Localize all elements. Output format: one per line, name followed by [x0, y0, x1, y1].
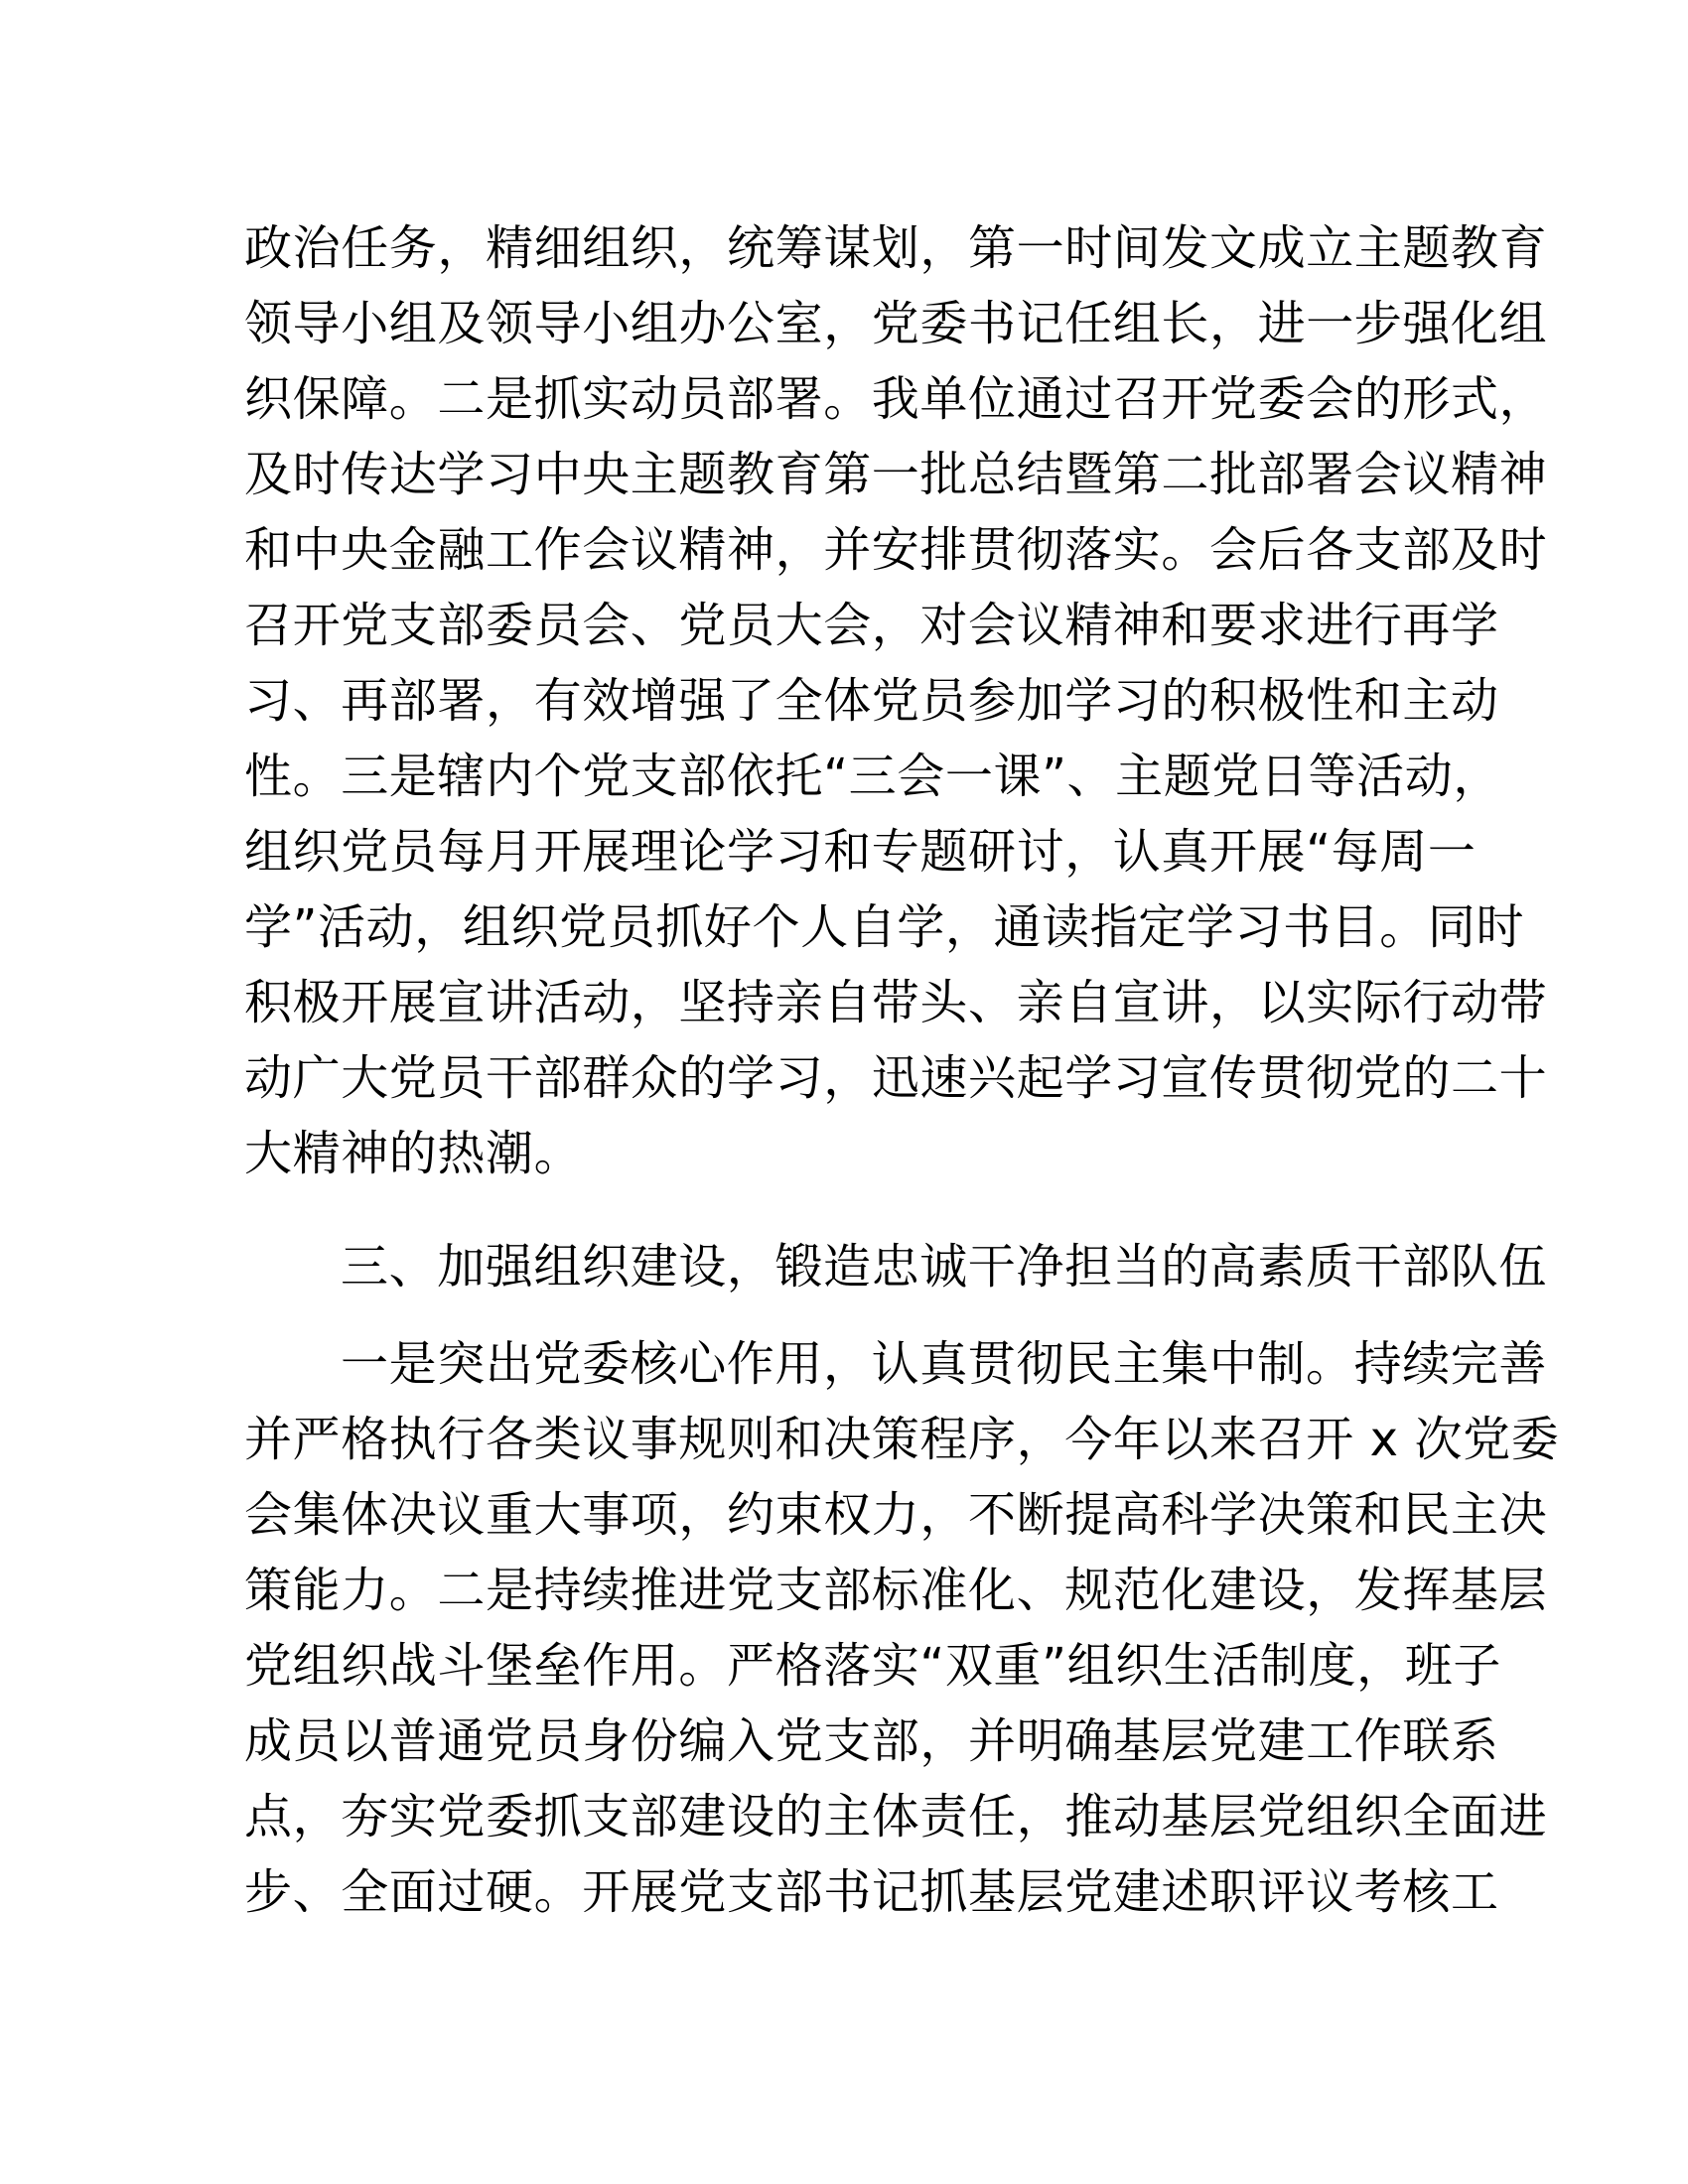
- text-line: 步、全面过硬。开展党支部书记抓基层党建述职评议考核工: [244, 1864, 1499, 1920]
- text-line: 大精神的热潮。: [244, 1126, 583, 1181]
- text-line: 及时传达学习中央主题教育第一批总结暨第二批部署会议精神: [244, 447, 1548, 502]
- text-line: 组织党员每月开展理论学习和专题研讨，认真开展“每周一: [244, 824, 1477, 880]
- text-line: 策能力。二是持续推进党支部标准化、规范化建设，发挥基层: [244, 1563, 1548, 1618]
- text-line: 党组织战斗堡垒作用。严格落实“双重”组织生活制度，班子: [244, 1638, 1501, 1694]
- body-paragraph: [244, 210, 1548, 1191]
- text-line: 和中央金融工作会议精神，并安排贯彻落实。会后各支部及时: [244, 522, 1548, 578]
- text-line: 学”活动，组织党员抓好个人自学，通读指定学习书目。同时: [244, 899, 1525, 955]
- text-line: 召开党支部委员会、党员大会，对会议精神和要求进行再学: [244, 598, 1499, 653]
- text-line: 会集体决议重大事项，约束权力，不断提高科学决策和民主决: [244, 1487, 1548, 1543]
- text-line: 并严格执行各类议事规则和决策程序，今年以来召开 x 次党委: [244, 1412, 1560, 1467]
- text-line: 点，夯实党委抓支部建设的主体责任，推动基层党组织全面进: [244, 1789, 1548, 1844]
- text-line: 成员以普通党员身份编入党支部，并明确基层党建工作联系: [244, 1713, 1499, 1769]
- text-line: 政治任务，精细组织，统筹谋划，第一时间发文成立主题教育: [244, 220, 1548, 276]
- body-paragraph: [244, 1326, 1560, 1930]
- text-line: 积极开展宣讲活动，坚持亲自带头、亲自宣讲，以实际行动带: [244, 975, 1548, 1030]
- text-line: 习、再部署，有效增强了全体党员参加学习的积极性和主动: [244, 673, 1499, 729]
- text-line: 一是突出党委核心作用，认真贯彻民主集中制。持续完善: [341, 1336, 1548, 1392]
- text-line: 动广大党员干部群众的学习，迅速兴起学习宣传贯彻党的二十: [244, 1050, 1548, 1106]
- text-line: 领导小组及领导小组办公室，党委书记任组长，进一步强化组: [244, 296, 1548, 351]
- section-heading-text: 三、加强组织建设，锻造忠诚干净担当的高素质干部队伍: [341, 1239, 1548, 1295]
- text-line: 性。三是辖内个党支部依托“三会一课”、主题党日等活动，: [244, 749, 1501, 804]
- section-heading: [244, 1229, 1548, 1304]
- text-line: 织保障。二是抓实动员部署。我单位通过召开党委会的形式，: [244, 371, 1548, 427]
